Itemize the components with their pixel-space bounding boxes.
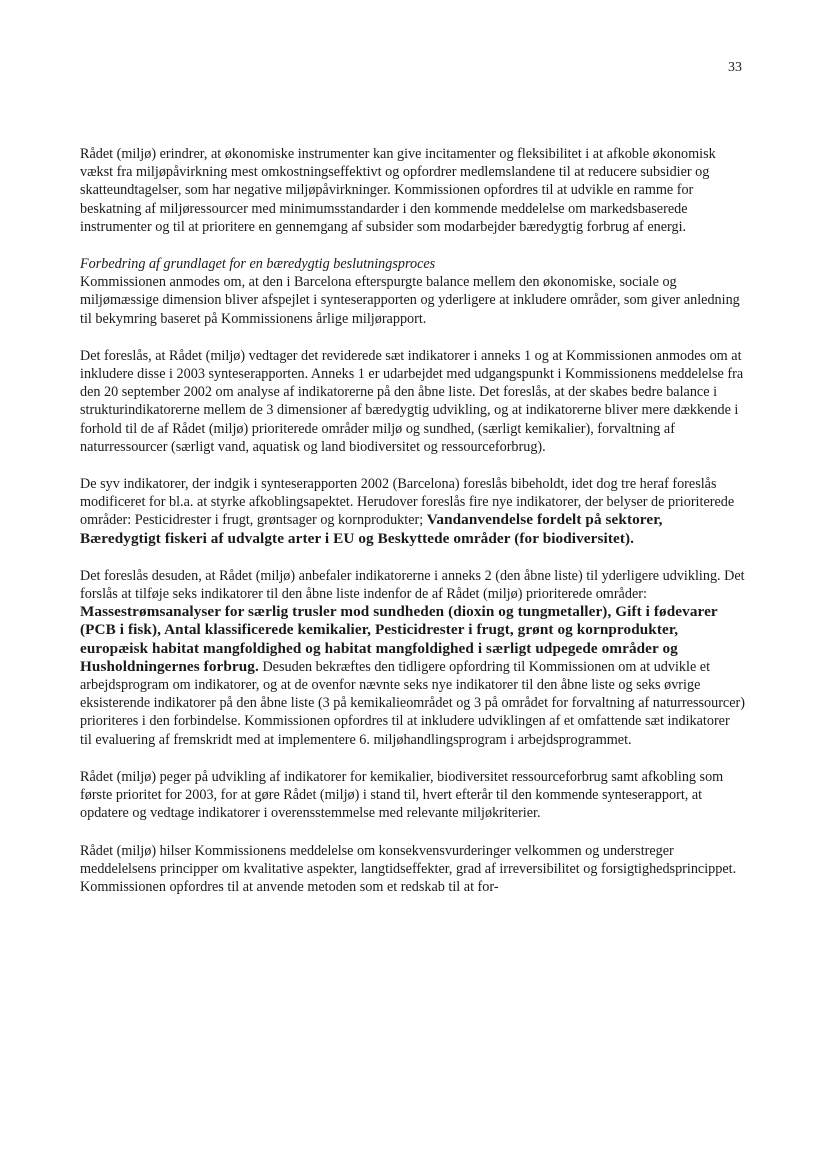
paragraph-open-list [80, 567, 745, 749]
section-heading: Forbedring af grundlaget for en bæredygtig beslutningsproces [80, 256, 436, 273]
paragraph-indicators-annex1: Det foreslås, at Rådet (miljø) vedtager det reviderede sæt indikatorer i anneks 1 og at Kommissionen anmodes om at inkludere disse i 2003 synteserapporten. Anneks 1 er udarbejdet med udgangspunkt i Kommissionens meddelelse fra den 20 september 2002 om analyse af indikatorerne på den åbne liste. Det foreslås, at der skabes bedre balance i strukturindikatorerne mellem de 3 dimensioner af bæredygtig udvikling, og at indikatorerne bliver mere dækkende i forhold til de af Rådet (miljø) prioriterede områder miljø og sundhed, (særligt kemikalier), forvaltning af naturressourcer (særligt vand, aquatisk og land biodiversitet og ressourceforbrug). [80, 347, 744, 455]
paragraph-text: Det foreslås desuden, at Rådet (miljø) anbefaler indikatorerne i anneks 2 (den åbne liste) til yderligere udvikling. Det forslås at tilføje seks indikatorer til den åbne liste indenfor de af Rådet (miljø) prioriterede områder: [80, 567, 745, 603]
emphasized-text: Vandanvendelse fordelt på sektorer, Bæredygtigt fiskeri af udvalgte arter i EU og Beskyttede områder (for biodiversitet). [80, 511, 663, 547]
paragraph-text: Desuden bekræftes den tidligere opfordring til Kommissionen om at udvikle et arbejdsprogram om indikatorer, og at de ovenfor nævnte seks nye indikatorer til den åbne liste og seks øvrige eksisterende indikatorer på den åbne liste (3 på kemikalieområdet og 3 på området for forvaltning af naturressourcer) prioriteres i den forbindelse. Kommissionen opfordres til at inkludere udviklingen af et omfattende sæt indikatorer til evaluering af fremskridt med at implementere 6. miljøhandlingsprogram i arbejdsprogrammet. [80, 658, 745, 748]
paragraph-impact-assessment: Rådet (miljø) hilser Kommissionens meddelelse om konsekvensvurderinger velkommen og understreger meddelelsens principper om kvalitative aspekter, langtidseffekter, grad af irreversibilitet og forsigtighedsprincippet. Kommissionen opfordres til at anvende metoden som et redskab til at for- [80, 842, 737, 895]
paragraph-economic-instruments: Rådet (miljø) erindrer, at økonomiske instrumenter kan give incitamenter og fleksibilitet i at afkoble økonomisk vækst fra miljøpåvirkning mest omkostningseffektivt og opfordrer medlemslandene til at reducere subsidier og skatteundtagelser, som har negative miljøpåvirkninger. Kommissionen opfordres til at udvikle en ramme for beskatning af miljøressourcer med minimumsstandarder i den kommende meddelelse om markedsbaserede instrumenter og til at prioritere en gennemgang af subsider som modarbejder bæredygtig forbrug af energi. [80, 146, 716, 235]
emphasized-text: Massestrømsanalyser for særlig trusler mod sundheden (dioxin og tungmetaller), Gift i fødevarer (PCB i fisk), Antal klassificerede kemikalier, Pesticidrester i frugt, grønt og kornprodukter, europæisk habitat mangfoldighed og habitat mangfoldighed i særligt udpegede områder og Husholdningernes forbrug. [80, 603, 718, 675]
paragraph-priority-2003: Rådet (miljø) peger på udvikling af indikatorer for kemikalier, biodiversitet ressourceforbrug samt afkobling som første prioritet for 2003, for at gøre Rådet (miljø) i stand til, hvert efterår til den kommende synteserapport, at opdatere og vedtage indikatorer i overensstemmelse med relevante miljøkriterier. [80, 768, 724, 822]
paragraph-barcelona-balance: Kommissionen anmodes om, at den i Barcelona efterspurgte balance mellem den økonomiske, sociale og miljømæssige dimension bliver afspejlet i synteserapporten og yderligere at inkludere områder, som giver anledning til bekymring baseret på Kommissionens årlige miljørapport. [80, 274, 740, 327]
paragraph-seven-indicators [80, 475, 745, 548]
page-number: 33 [728, 60, 742, 75]
document-body [80, 145, 745, 896]
paragraph-text: De syv indikatorer, der indgik i synteserapporten 2002 (Barcelona) foreslås bibeholdt, idet dog tre heraf foreslås modificeret for bl.a. at styrke afkoblingsapektet. Herudover foreslås fire nye indikatorer, der belyser de prioriterede områder: Pesticidrester i frugt, grøntsager og kornprodukter; [80, 476, 735, 529]
